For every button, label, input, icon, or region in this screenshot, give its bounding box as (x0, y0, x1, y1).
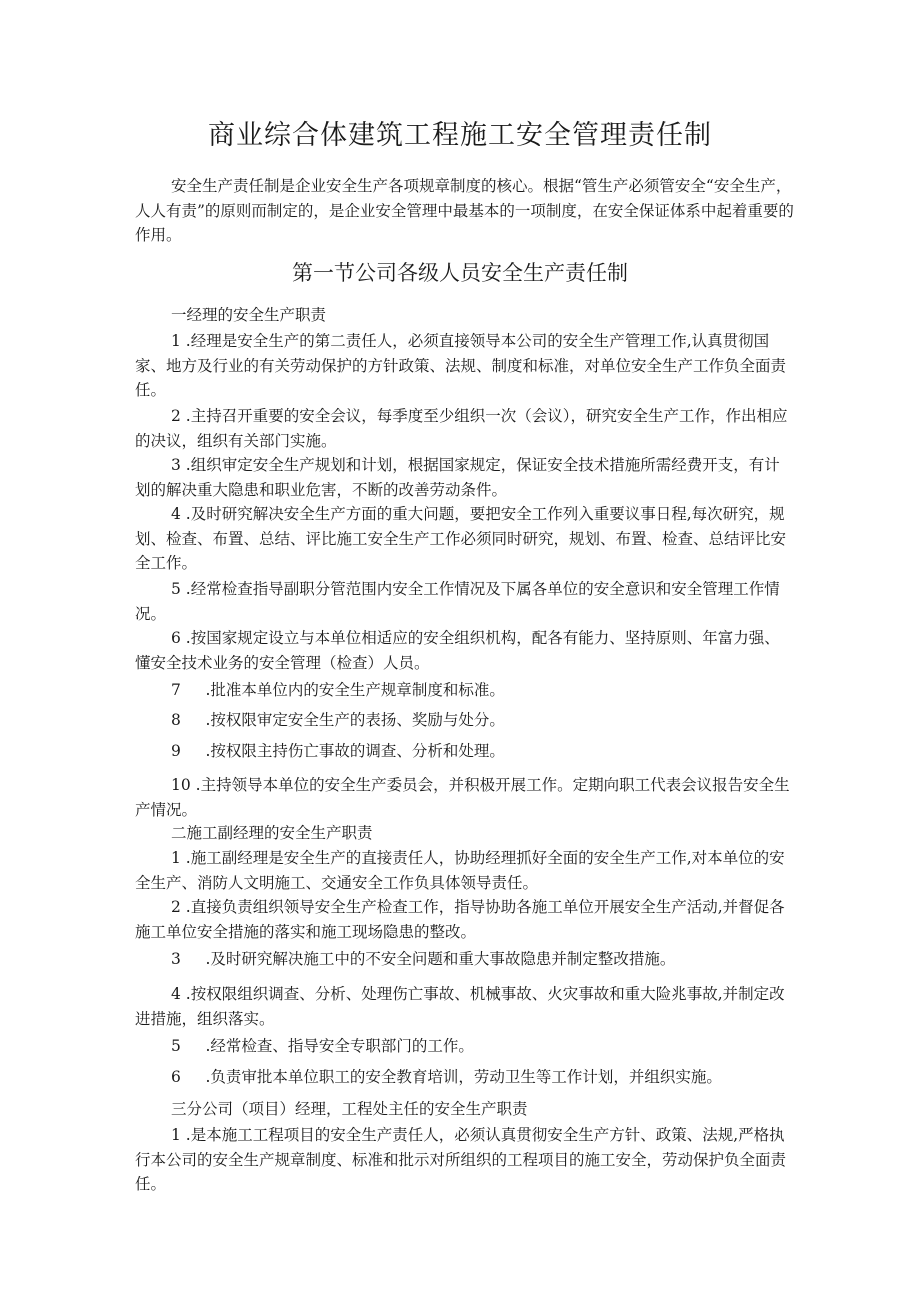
part2-heading: 二施工副经理的安全生产职责 (171, 824, 373, 842)
section-title: 第一节公司各级人员安全生产责任制 (292, 261, 628, 285)
list-item: 5 .经常检查指导副职分管范围内安全工作情况及下属各单位的安全意识和安全管理工作情况。 (135, 580, 780, 623)
document-title: 商业综合体建筑工程施工安全管理责任制 (208, 120, 712, 151)
part1-heading: 一经理的安全生产职责 (171, 306, 327, 324)
list-item: 1 .施工副经理是安全生产的直接责任人，协助经理抓好全面的安全生产工作,对本单位的安全生产、消防人文明施工、交通安全工作负具体领导责任。 (135, 849, 785, 892)
list-item: 3 .组织审定安全生产规划和计划，根据国家规定，保证安全技术措施所需经费开支，有计划的解决重大隐患和职业危害，不断的改善劳动条件。 (135, 456, 780, 499)
list-item: 2 .主持召开重要的安全会议，每季度至少组织一次（会议），研究安全生产工作，作出相应的决议，组织有关部门实施。 (135, 407, 788, 450)
list-item: 3 .及时研究解决施工中的不安全问题和重大事故隐患并制定整改措施。 (171, 950, 676, 968)
list-item: 1 .经理是安全生产的第二责任人，必须直接领导本公司的安全生产管理工作,认真贯彻国家、地方及行业的有关劳动保护的方针政策、法规、制度和标准，对单位安全生产工作负全面责任。 (135, 332, 787, 399)
list-item: 6 .按国家规定设立与本单位相适应的安全组织机构，配各有能力、坚持原则、年富力强、懂安全技术业务的安全管理（检查）人员。 (135, 629, 780, 672)
intro-paragraph: 安全生产责任制是企业安全生产各项规章制度的核心。根据“管生产必须管安全“安全生产，人人有责”的原则而制定的，是企业安全管理中最基本的一项制度，在安全保证体系中起着重要的作用。 (135, 177, 794, 244)
list-item: 4 .按权限组织调查、分析、处理伤亡事故、机械事故、火灾事故和重大险兆事故,并制定改进措施，组织落实。 (135, 985, 785, 1028)
list-item: 4 .及时研究解决安全生产方面的重大问题，要把安全工作列入重要议事日程,每次研究，规划、检查、布置、总结、评比施工安全生产工作必须同时研究，规划、布置、检查、总结评比安全工作。 (135, 505, 787, 572)
part3-heading: 三分公司（项目）经理，工程处主任的安全生产职责 (171, 1100, 528, 1118)
list-item: 8 .按权限审定安全生产的表扬、奖励与处分。 (171, 711, 505, 729)
list-item: 1 .是本施工工程项目的安全生产责任人，必须认真贯彻安全生产方针、政策、法规,严格执行本公司的安全生产规章制度、标准和批示对所组织的工程项目的施工安全，劳动保护负全面责任。 (135, 1126, 787, 1193)
list-item: 5 .经常检查、指导安全专职部门的工作。 (171, 1037, 474, 1055)
list-item: 2 .直接负责组织领导安全生产检查工作，指导协助各施工单位开展安全生产活动,并督促各施工单位安全措施的落实和施工现场隐患的整改。 (135, 898, 785, 941)
list-item: 6 .负责审批本单位职工的安全教育培训，劳动卫生等工作计划，并组织实施。 (171, 1068, 722, 1086)
list-item: 7 .批准本单位内的安全生产规章制度和标准。 (171, 681, 505, 699)
list-item: 10 .主持领导本单位的安全生产委员会，并积极开展工作。定期向职工代表会议报告安全生产情况。 (135, 776, 790, 819)
list-item: 9 .按权限主持伤亡事故的调查、分析和处理。 (171, 742, 505, 760)
